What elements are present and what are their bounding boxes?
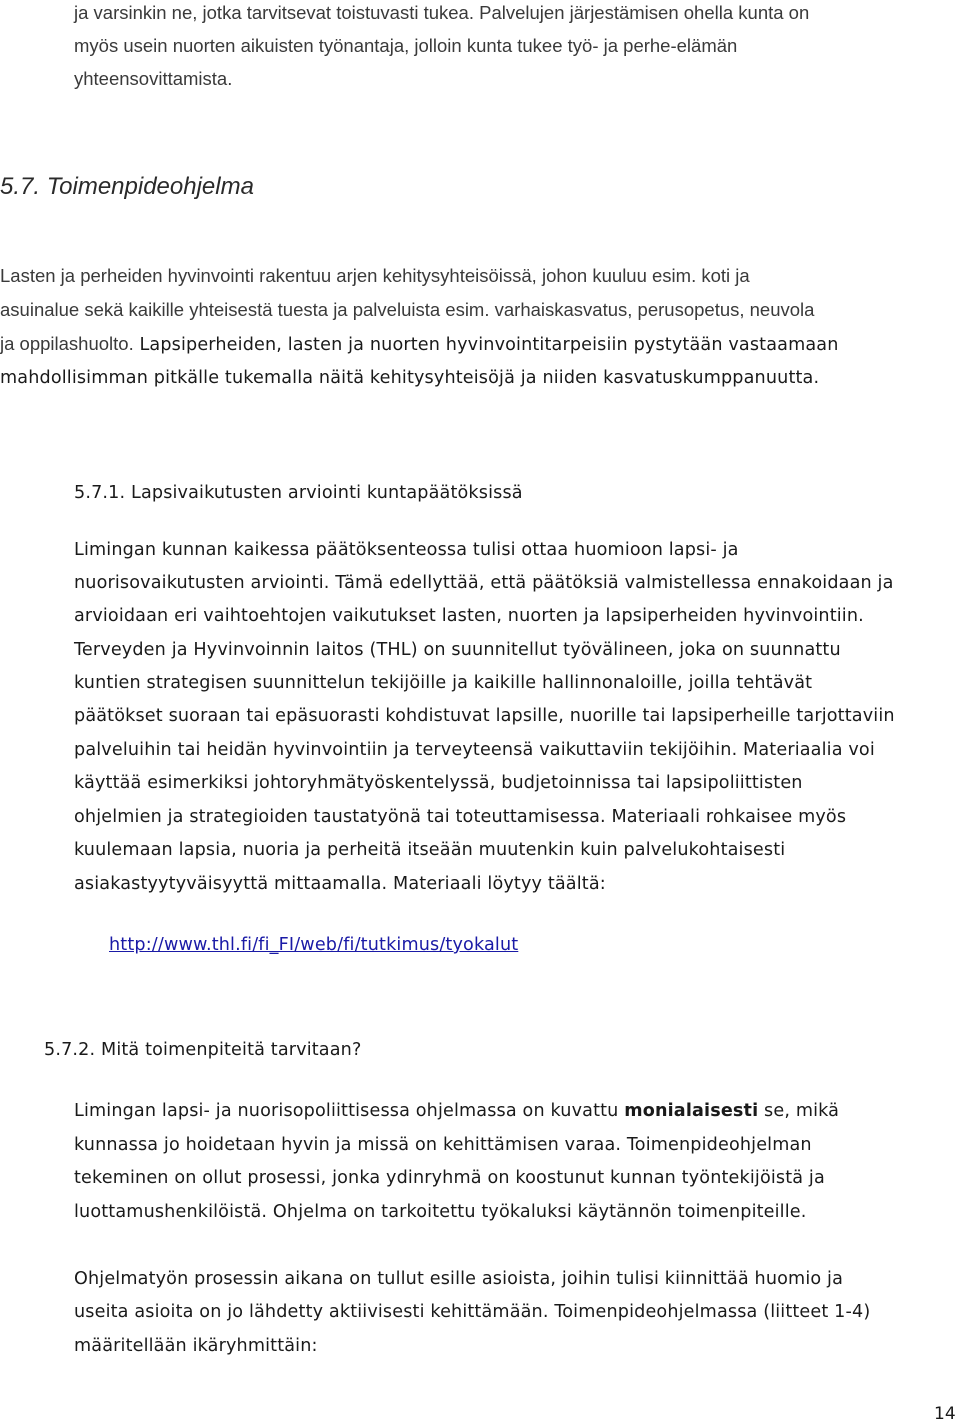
intro-line-2: myös usein nuorten aikuisten työnantaja, jolloin kunta tukee työ- ja perhe-elämän [74,35,738,56]
page-number: 14 [934,1404,956,1424]
para-5-7-2-line-4: luottamushenkilöistä. Ohjelma on tarkoitettu työkaluksi käytännön toimenpiteille. [74,1202,807,1222]
section-heading-5-7: 5.7. Toimenpideohjelma [0,173,254,200]
para-5-7-1-line-8: käyttää esimerkiksi johtoryhmätyöskentelyssä, budjetoinnissa tai lapsipoliittisten [74,773,803,793]
para-5-7-line-4: mahdollisimman pitkälle tukemalla näitä kehitysyhteisöjä ja niiden kasvatuskumppanuutta. [0,368,820,388]
para-5-7-1-line-7: palveluihin tai heidän hyvinvointiin ja terveyteensä vaikuttaviin tekijöihin. Materiaalia voi [74,740,875,760]
para-5-7-1-line-5: kuntien strategisen suunnittelun tekijöille ja kaikille hallinnonaloille, joilla tehtävät [74,673,813,693]
para-5-7-1-line-1: Limingan kunnan kaikessa päätöksenteossa tulisi ottaa huomioon lapsi- ja [74,540,739,560]
para-5-7-line-2: asuinalue sekä kaikille yhteisestä tuesta ja palveluista esim. varhaiskasvatus, perusopetus, neuvola [0,299,815,320]
section-heading-5-7-2: 5.7.2. Mitä toimenpiteitä tarvitaan? [44,1040,362,1060]
para-5-7-1-line-3: arvioidaan eri vaihtoehtojen vaikutukset lasten, nuorten ja lapsiperheiden hyvinvointiin. [74,606,864,626]
para-5-7-1-line-9: ohjelmien ja strategioiden taustatyönä tai toteuttamisessa. Materiaali rohkaisee myös [74,807,847,827]
para-5-7-line-3-end: Lapsiperheiden, lasten ja nuorten hyvinvointitarpeisiin pystytään vastaamaan [133,335,839,355]
para-5-7-2-line-1-pre: Limingan lapsi- ja nuorisopoliittisessa ohjelmassa on kuvattu [74,1101,625,1121]
para-5-7-2-line-5: Ohjelmatyön prosessin aikana on tullut esille asioista, joihin tulisi kiinnittää huomio ja [74,1269,844,1289]
para-5-7-line-3-start: ja oppilashuolto. [0,333,134,354]
thl-tools-link[interactable]: http://www.thl.fi/fi_FI/web/fi/tutkimus/tyokalut [109,935,519,955]
para-5-7-1-line-2: nuorisovaikutusten arviointi. Tämä edellyttää, että päätöksiä valmistellessa ennakoidaan ja [74,573,894,593]
monialaisesti-emphasis: monialaisesti [624,1101,759,1121]
para-5-7-1-line-11: asiakastyytyväisyyttä mittaamalla. Materiaali löytyy täältä: [74,874,606,894]
para-5-7-2-line-1-post: se, mikä [758,1101,840,1121]
section-heading-5-7-1: 5.7.1. Lapsivaikutusten arviointi kuntapäätöksissä [74,483,523,503]
intro-line-1: ja varsinkin ne, jotka tarvitsevat toistuvasti tukea. Palvelujen järjestämisen ohella kunta on [74,2,810,23]
para-5-7-2-line-1 [74,1099,839,1123]
para-5-7-2-line-7: määritellään ikäryhmittäin: [74,1336,318,1356]
para-5-7-2-line-2: kunnassa jo hoidetaan hyvin ja missä on kehittämisen varaa. Toimenpideohjelman [74,1135,812,1155]
para-5-7-1-line-6: päätökset suoraan tai epäsuorasti kohdistuvat lapsille, nuorille tai lapsiperheille tarjottaviin [74,706,895,726]
intro-line-3: yhteensovittamista. [74,68,233,89]
para-5-7-line-3 [0,332,839,357]
para-5-7-1-line-4: Terveyden ja Hyvinvoinnin laitos (THL) on suunnitellut työvälineen, joka on suunnattu [74,640,841,660]
para-5-7-1-line-10: kuulemaan lapsia, nuoria ja perheitä itseään muutenkin kuin palvelukohtaisesti [74,840,786,860]
para-5-7-2-line-3: tekeminen on ollut prosessi, jonka ydinryhmä on koostunut kunnan työntekijöistä ja [74,1168,825,1188]
para-5-7-line-1: Lasten ja perheiden hyvinvointi rakentuu arjen kehitysyhteisöissä, johon kuuluu esim. koti ja [0,265,750,286]
para-5-7-2-line-6: useita asioita on jo lähdetty aktiivisesti kehittämään. Toimenpideohjelmassa (liitteet 1-4) [74,1302,871,1322]
